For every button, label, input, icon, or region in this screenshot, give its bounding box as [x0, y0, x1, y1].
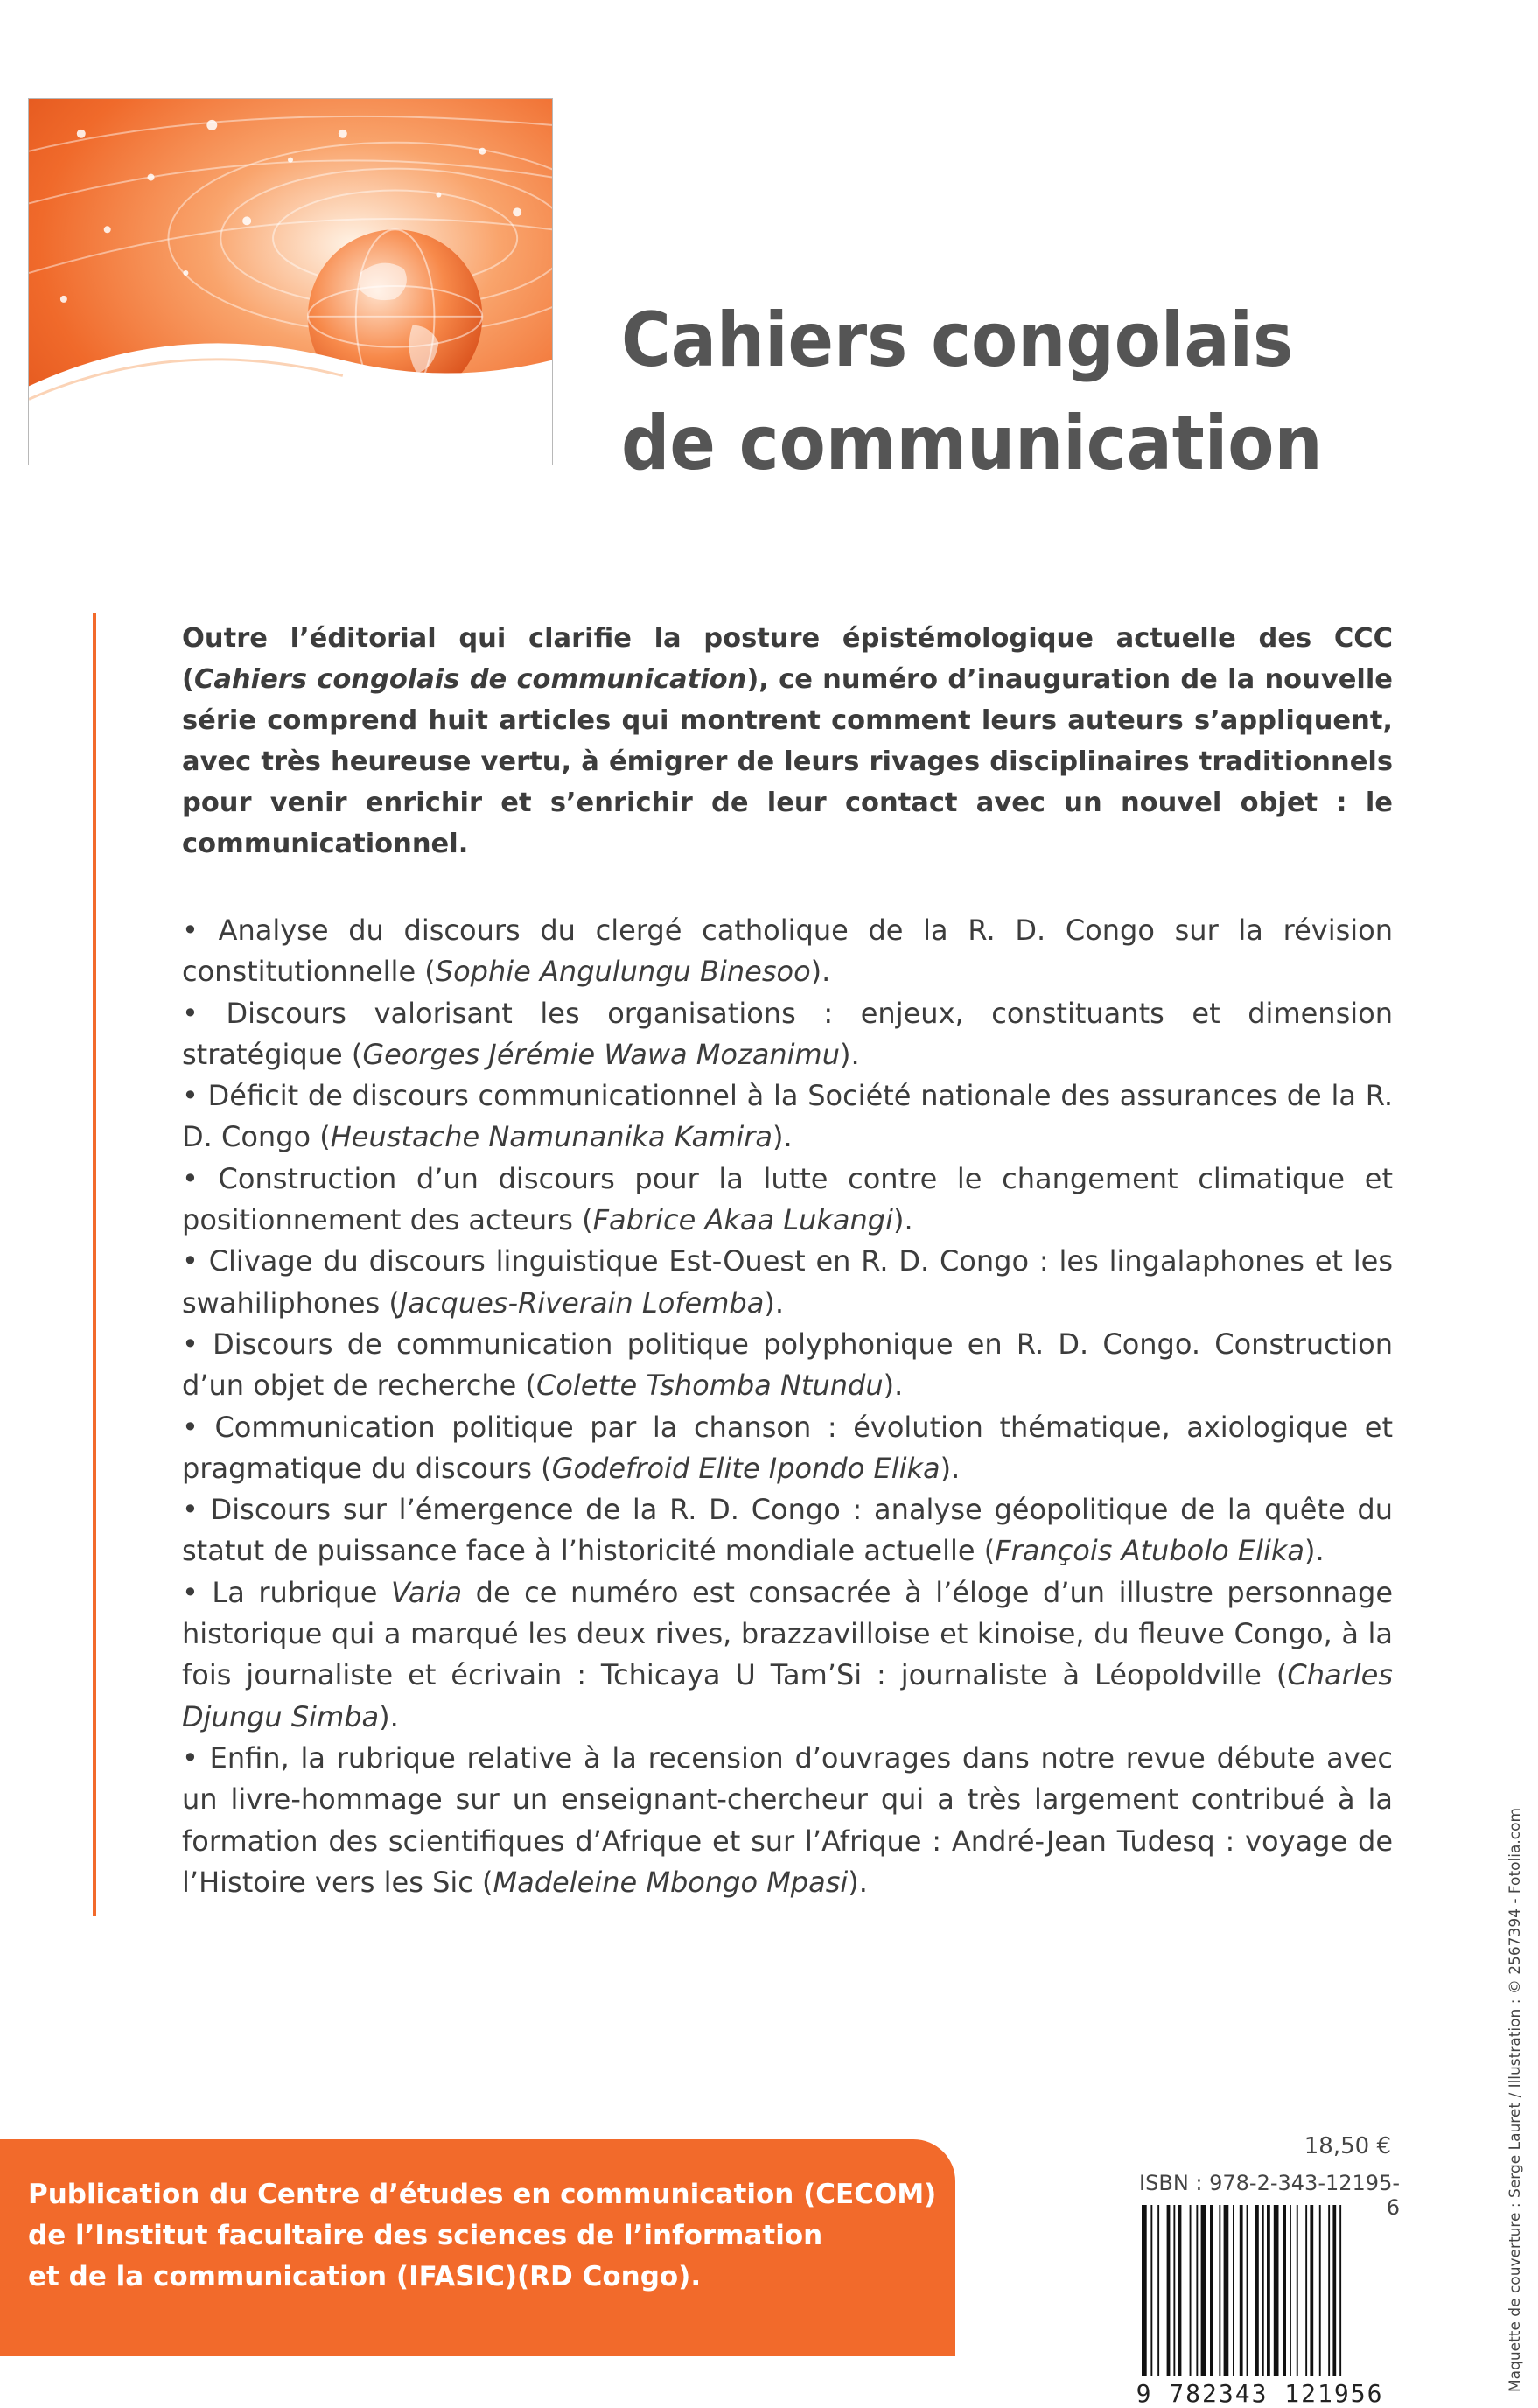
- article-end: ).: [839, 1037, 860, 1071]
- publisher-line-3: et de la communication (IFASIC)(RD Congo).: [28, 2261, 702, 2292]
- article-end: ).: [883, 1368, 904, 1403]
- article-item: [182, 1738, 1393, 1903]
- barcode-bar: [1267, 2205, 1270, 2376]
- article-item: [182, 1158, 1393, 1242]
- article-item: [182, 1407, 1393, 1490]
- barcode-bar: [1339, 2205, 1341, 2376]
- barcode-bar: [1262, 2205, 1264, 2376]
- barcode-icon: [1140, 2205, 1396, 2376]
- barcode-bar: [1274, 2205, 1279, 2376]
- article-author: Georges Jérémie Wawa Mozanimu: [362, 1037, 840, 1071]
- publisher-text: [28, 2174, 938, 2298]
- article-end: ).: [810, 955, 831, 989]
- title-line-1: Cahiers congolais: [621, 297, 1294, 384]
- barcode-bar: [1201, 2205, 1206, 2376]
- barcode-bar: [1332, 2205, 1336, 2376]
- cover-credit: Maquette de couverture : Serge Lauret / Illustration : © 2567394 - Fotolia.com: [1507, 1807, 1524, 2392]
- accent-divider: [93, 612, 96, 1916]
- article-author: Godefroid Elite Ipondo Elika: [551, 1451, 940, 1485]
- article-text: • Enfin, la rubrique relative à la recension d’ouvrages dans notre revue débute avec un livre-hommage sur un enseignant-chercheur qui a très largement contribué à la formation des scientifiques d’Afrique et sur l’Afrique : André-Jean Tudesq : voyage de l’Histoire vers les Sic (: [182, 1740, 1393, 1899]
- article-text: • Discours valorisant les organisations : enjeux, constituants et dimension stratégique (: [182, 996, 1393, 1071]
- intro-journal-title: Cahiers congolais de communication: [193, 664, 747, 695]
- barcode-bar: [1224, 2205, 1229, 2376]
- article-end: ).: [772, 1120, 793, 1154]
- barcode-bar: [1297, 2205, 1298, 2376]
- article-author: François Atubolo Elika: [995, 1534, 1304, 1568]
- article-text: • Déficit de discours communicationnel à la Société nationale des assurances de la R. D. Congo (: [182, 1079, 1393, 1154]
- barcode-bar: [1283, 2205, 1286, 2376]
- barcode: [1140, 2205, 1396, 2376]
- article-item: [182, 1489, 1393, 1572]
- article-item: [182, 910, 1393, 993]
- cover-illustration: [28, 98, 553, 466]
- barcode-bar: [1178, 2205, 1182, 2376]
- barcode-bar: [1210, 2205, 1213, 2376]
- article-author: Fabrice Akaa Lukangi: [592, 1203, 893, 1237]
- publisher-line-2: de l’Institut facultaire des sciences de l’information: [28, 2220, 823, 2251]
- barcode-bar: [1150, 2205, 1152, 2376]
- barcode-bar: [1173, 2205, 1175, 2376]
- article-text: • La rubrique: [182, 1575, 391, 1609]
- barcode-bar: [1219, 2205, 1220, 2376]
- barcode-bar: [1196, 2205, 1198, 2376]
- barcode-bar: [1240, 2205, 1243, 2376]
- article-item: [182, 1241, 1393, 1324]
- article-text: • Clivage du discours linguistique Est-Ouest en R. D. Congo : les lingalaphones et les swahiliphones (: [182, 1244, 1393, 1320]
- article-item: [182, 1075, 1393, 1158]
- article-end: ).: [940, 1451, 961, 1485]
- article-text: • Analyse du discours du clergé catholique de la R. D. Congo sur la révision constitutionnelle (: [182, 914, 1393, 989]
- price: 18,50 €: [1304, 2133, 1391, 2160]
- article-item: [182, 1324, 1393, 1407]
- article-text-cont: de ce numéro est consacrée à l’éloge d’un illustre personnage historique qui a marqué les deux rives, brazzavilloise et kinoise, du fleuve Congo, à la fois journaliste et écrivain : Tchicaya U Tam’Si : journaliste à Léopoldville (: [182, 1575, 1394, 1692]
- barcode-bar: [1157, 2205, 1159, 2376]
- article-author: Madeleine Mbongo Mpasi: [493, 1865, 849, 1899]
- barcode-bar: [1319, 2205, 1321, 2376]
- article-item: [182, 993, 1393, 1076]
- page-title: [621, 289, 1496, 495]
- barcode-bar: [1328, 2205, 1330, 2376]
- barcode-bar: [1305, 2205, 1307, 2376]
- article-author: Colette Tshomba Ntundu: [535, 1368, 884, 1403]
- article-author: Heustache Namunanika Kamira: [330, 1120, 772, 1154]
- isbn: ISBN : 978-2-343-12195-6: [1139, 2171, 1400, 2220]
- article-text: • Discours sur l’émergence de la R. D. Congo : analyse géopolitique de la quête du statut de puissance face à l’historicité mondiale actuelle (: [182, 1493, 1393, 1568]
- globe-network-icon: [29, 99, 552, 465]
- rubric-name: Varia: [391, 1575, 463, 1609]
- article-item: [182, 1572, 1393, 1738]
- article-text: • Construction d’un discours pour la lutte contre le changement climatique et positionnement des acteurs (: [182, 1161, 1393, 1237]
- barcode-bar: [1310, 2205, 1313, 2376]
- barcode-bar: [1167, 2205, 1171, 2376]
- intro-text-1: Outre l’éditorial qui clarifie la posture épistémologique actuelle des CCC (: [182, 623, 1393, 695]
- intro-paragraph: [182, 618, 1393, 864]
- barcode-bar: [1290, 2205, 1291, 2376]
- article-author: Jacques-Riverain Lofemba: [399, 1285, 765, 1320]
- barcode-bar: [1247, 2205, 1248, 2376]
- article-text: • Discours de communication politique polyphonique en R. D. Congo. Construction d’un objet de recherche (: [182, 1326, 1393, 1403]
- publisher-line-1: Publication du Centre d’études en communication (CECOM): [28, 2179, 937, 2210]
- article-list: [182, 910, 1393, 1903]
- article-end: ).: [1304, 1534, 1325, 1568]
- publisher-band: [0, 2139, 955, 2356]
- article-end: ).: [893, 1203, 913, 1237]
- barcode-bar: [1255, 2205, 1259, 2376]
- article-author: Charles Djungu Simba: [182, 1658, 1393, 1733]
- article-end: ).: [848, 1865, 868, 1899]
- barcode-bar: [1190, 2205, 1192, 2376]
- article-text: • Communication politique par la chanson : évolution thématique, axiologique et pragmatique du discours (: [182, 1410, 1393, 1485]
- article-end: ).: [764, 1285, 784, 1320]
- article-end: ).: [379, 1699, 399, 1733]
- barcode-bar: [1233, 2205, 1234, 2376]
- intro-text-2: ), ce numéro d’inauguration de la nouvelle série comprend huit articles qui montrent comment leurs auteurs s’appliquent, avec très heureuse vertu, à émigrer de leurs rivages disciplinaires traditionnels pour venir enrichir et s’enrichir de leur contact avec un nouvel objet : le communicationnel.: [182, 664, 1393, 859]
- title-line-2: de communication: [621, 400, 1323, 487]
- barcode-digits: 9 782343 121956: [1136, 2379, 1384, 2408]
- barcode-bar: [1142, 2205, 1147, 2376]
- article-author: Sophie Angulungu Binesoo: [435, 955, 811, 989]
